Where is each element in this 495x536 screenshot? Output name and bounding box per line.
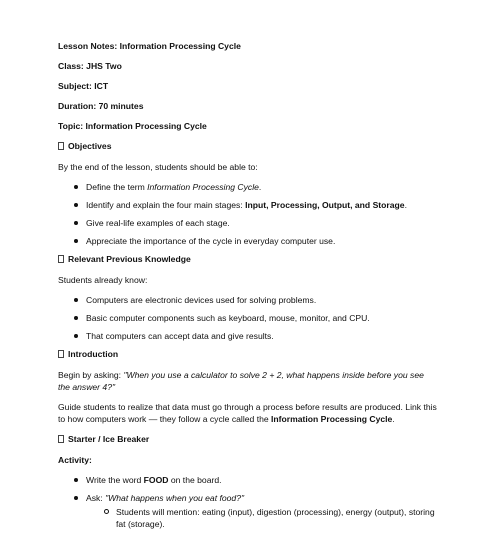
objectives-intro: By the end of the lesson, students should be able to: (58, 162, 258, 172)
list-item (58, 199, 438, 211)
missing-glyph-icon (58, 350, 64, 358)
paragraph-text: . (392, 414, 395, 424)
list-item-text: Give real-life examples of each stage. (86, 218, 230, 228)
objectives-list (58, 181, 438, 247)
bullet-icon (74, 298, 78, 302)
previous-knowledge-heading (58, 253, 438, 265)
bullet-icon (74, 478, 78, 482)
bullet-icon (74, 239, 78, 243)
starter-sublist (86, 506, 438, 530)
bullet-icon (74, 203, 78, 207)
list-item-text: Appreciate the importance of the cycle in everyday computer use. (86, 236, 336, 246)
bullet-icon (74, 334, 78, 338)
list-item-emphasis: "What happens when you eat food?" (105, 493, 245, 503)
list-item-text: on the board. (168, 475, 222, 485)
list-item-strong: FOOD (143, 475, 169, 485)
paragraph-text: Guide students to realize that data must go through a process before results are produced. Link this to how computers work — they follow a cycle called the (58, 402, 437, 424)
bullet-icon (74, 185, 78, 189)
introduction-heading (58, 348, 438, 360)
list-item-text: Define the term (86, 182, 148, 192)
list-item-text: Basic computer components such as keyboard, mouse, monitor, and CPU. (86, 313, 370, 323)
introduction-question (58, 369, 438, 393)
starter-list (58, 474, 438, 530)
list-item-text: . (258, 182, 262, 192)
objectives-heading (58, 140, 438, 152)
sub-list-item (86, 506, 438, 530)
bullet-icon (74, 316, 78, 320)
starter-heading-text: Starter / Ice Breaker (68, 434, 150, 444)
list-item-text: Computers are electronic devices used for solving problems. (86, 295, 317, 305)
paragraph-strong: Information Processing Cycle (271, 414, 393, 424)
list-item (58, 235, 438, 247)
bullet-icon (74, 496, 78, 500)
missing-glyph-icon (58, 255, 64, 263)
missing-glyph-icon (58, 435, 64, 443)
bullet-icon (74, 221, 78, 225)
list-item (58, 312, 438, 324)
lesson-notes-title: Lesson Notes: Information Processing Cycle (58, 41, 241, 51)
activity-label: Activity: (58, 455, 92, 465)
list-item (58, 474, 438, 486)
previous-knowledge-list (58, 294, 438, 342)
introduction-guidance (58, 401, 438, 425)
list-item-text: . (404, 200, 407, 210)
list-item (58, 294, 438, 306)
class-line: Class: JHS Two (58, 61, 122, 71)
duration-line: Duration: 70 minutes (58, 101, 144, 111)
list-item (58, 492, 438, 530)
list-item-text: That computers can accept data and give results. (86, 331, 274, 341)
starter-heading (58, 433, 438, 445)
hollow-bullet-icon (104, 509, 109, 514)
paragraph-text: Begin by asking: (58, 370, 124, 380)
list-item-text: Identify and explain the four main stages: (86, 200, 246, 210)
subject-line: Subject: ICT (58, 81, 109, 91)
introduction-heading-text: Introduction (68, 349, 119, 359)
list-item (58, 217, 438, 229)
missing-glyph-icon (58, 142, 64, 150)
list-item-strong: Input, Processing, Output, and Storage (245, 200, 405, 210)
list-item (58, 181, 438, 193)
previous-knowledge-heading-text: Relevant Previous Knowledge (68, 254, 191, 264)
list-item-emphasis: Information Processing Cycle (147, 182, 259, 192)
topic-line: Topic: Information Processing Cycle (58, 121, 207, 131)
list-item (58, 330, 438, 342)
lesson-notes-body (58, 40, 438, 536)
list-item-text: Write the word (86, 475, 144, 485)
objectives-heading-text: Objectives (68, 141, 112, 151)
previous-knowledge-intro: Students already know: (58, 275, 148, 285)
list-item-text: Ask: (86, 493, 106, 503)
question-quote: "When you use a calculator to solve 2 + 2, what happens inside before you see the answer 4?" (58, 370, 424, 392)
sub-list-item-text: Students will mention: eating (input), digestion (processing), energy (output), storing fat (storage). (116, 507, 435, 529)
